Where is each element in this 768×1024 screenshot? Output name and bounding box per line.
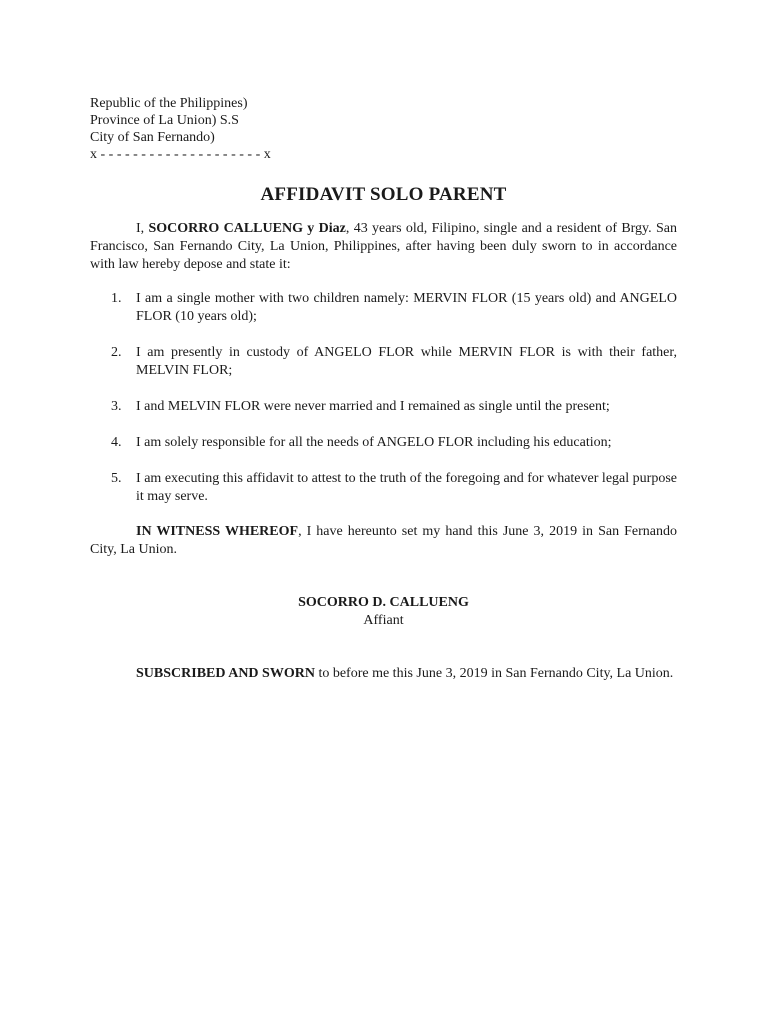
jurat-heading: SUBSCRIBED AND SWORN: [136, 666, 315, 681]
intro-text: , 43 years old, Filipino, single and a resident of Brgy. San Francisco, San Fernando City, La Union, Philippines, after having been duly sworn to in accordance with law hereby depose and state it:: [90, 221, 677, 272]
statement-list: [90, 290, 677, 506]
list-item: [90, 290, 677, 326]
item-number: 4.: [111, 435, 122, 450]
item-text: I am a single mother with two children namely: MERVIN FLOR (15 years old) and ANGELO FLOR (10 years old);: [136, 291, 677, 324]
venue-line-city: City of San Fernando): [90, 130, 215, 145]
affiant-full-name: SOCORRO CALLUENG y Diaz: [148, 221, 346, 236]
venue-line-republic: Republic of the Philippines): [90, 96, 248, 111]
item-number: 5.: [111, 471, 122, 486]
list-item: [90, 470, 677, 506]
item-number: 1.: [111, 291, 122, 306]
jurat-text: to before me this June 3, 2019 in San Fernando City, La Union.: [314, 666, 674, 681]
list-item: [90, 398, 677, 416]
jurat-paragraph: [90, 665, 677, 683]
venue-separator: x - - - - - - - - - - - - - - - - - - - - x: [90, 147, 271, 162]
intro-prefix: I,: [136, 221, 149, 236]
venue-block: [90, 95, 677, 163]
venue-line-province: Province of La Union) S.S: [90, 113, 239, 128]
item-text: I am executing this affidavit to attest to the truth of the foregoing and for whatever legal purpose it may serve.: [136, 471, 677, 504]
witness-text: , I have hereunto set my hand this June 3, 2019 in San Fernando City, La Union.: [90, 524, 677, 557]
item-text: I and MELVIN FLOR were never married and I remained as single until the present;: [136, 399, 610, 414]
witness-paragraph: [90, 523, 677, 559]
affidavit-page: [90, 95, 677, 697]
item-text: I am solely responsible for all the needs of ANGELO FLOR including his education;: [136, 435, 612, 450]
affiant-name: SOCORRO D. CALLUENG: [298, 595, 469, 610]
item-number: 2.: [111, 345, 122, 360]
item-number: 3.: [111, 399, 122, 414]
document-title: AFFIDAVIT SOLO PARENT: [260, 184, 507, 205]
item-text: I am presently in custody of ANGELO FLOR while MERVIN FLOR is with their father, MELVIN FLOR;: [136, 345, 677, 378]
list-item: [90, 344, 677, 380]
witness-heading: IN WITNESS WHEREOF: [136, 524, 299, 539]
affiant-signature-block: [90, 594, 677, 630]
list-item: [90, 434, 677, 452]
intro-paragraph: [90, 220, 677, 274]
affiant-role: Affiant: [363, 613, 404, 628]
